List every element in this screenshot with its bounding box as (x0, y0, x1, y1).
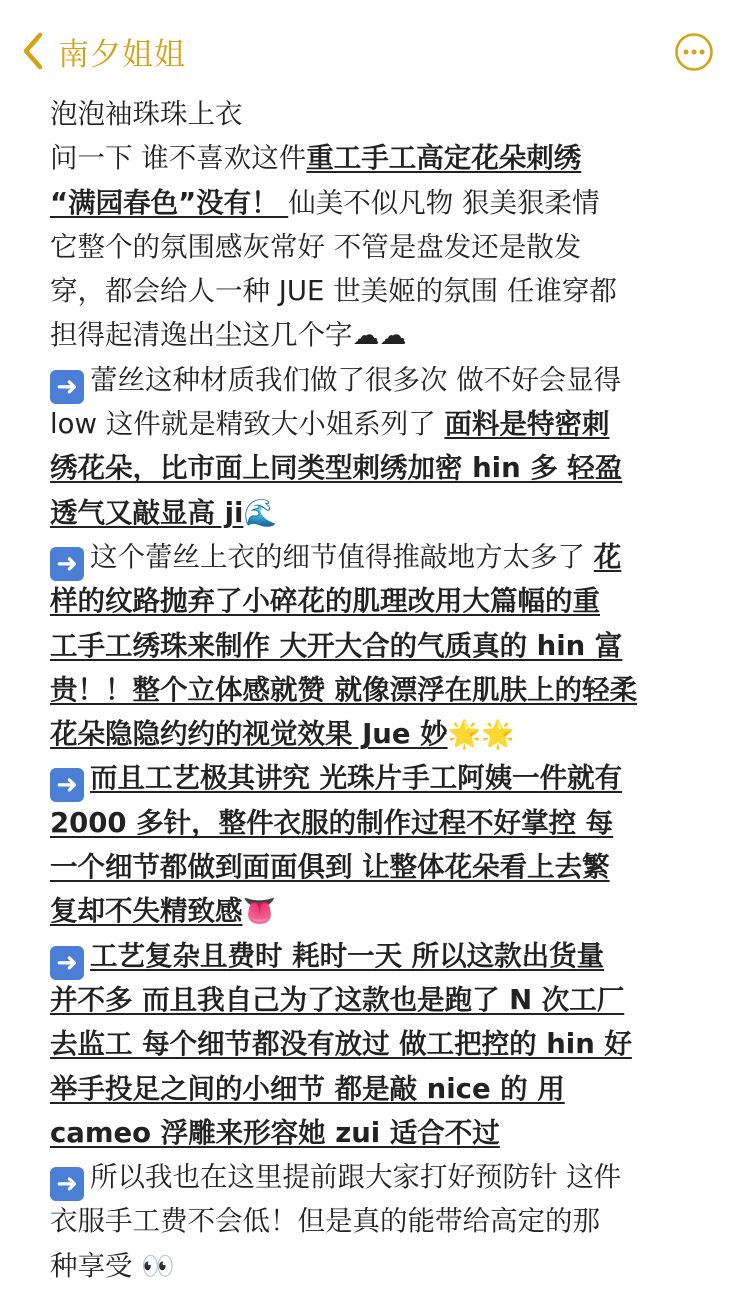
underlined-text: 去监工 每个细节都没有放过 做工把控的 hin 好 (50, 1028, 632, 1061)
arrow-right-emoji-icon: ➜ (50, 768, 84, 802)
note-text: 担得起清逸出尘这几个字 (50, 319, 353, 352)
note-line (50, 978, 710, 1022)
star-emoji-icon: 🌟🌟 (447, 719, 515, 751)
note-line (50, 358, 710, 402)
underlined-text: 透气又敲显高 ji (50, 496, 244, 529)
note-line (50, 1199, 710, 1243)
note-text: 所以我也在这里提前跟大家打好预防针 这件 (90, 1161, 622, 1194)
note-line (50, 712, 710, 756)
note-line (50, 624, 710, 668)
note-text: 种享受 (50, 1249, 142, 1282)
underlined-text: 2000 多针，整件衣服的制作过程不好掌控 每 (50, 806, 614, 839)
tongue-emoji-icon: 👅 (242, 896, 277, 928)
arrow-right-emoji-icon: ➜ (50, 1167, 84, 1201)
underlined-text: 并不多 而且我自己为了这款也是跑了 N 次工厂 (50, 983, 625, 1016)
arrow-right-emoji-icon: ➜ (50, 946, 84, 980)
underlined-text: 一个细节都做到面面俱到 让整体花朵看上去繁 (50, 851, 610, 884)
underlined-text: 复却不失精致感 (50, 895, 243, 928)
underlined-text: 花朵隐隐约约的视觉效果 Jue 妙 (50, 718, 448, 751)
underlined-text: 绣花朵，比市面上同类型刺绣加密 hin 多 轻盈 (50, 452, 623, 485)
note-line (50, 934, 710, 978)
note-line (50, 491, 710, 535)
underlined-text: 样的纹路抛弃了小碎花的肌理改用大篇幅的重 (50, 585, 600, 618)
note-line (50, 668, 710, 712)
arrow-right-emoji-icon: ➜ (50, 370, 84, 404)
note-line (50, 313, 710, 357)
note-line (50, 756, 710, 800)
note-text: 衣服手工费不会低！但是真的能带给高定的那 (50, 1205, 600, 1238)
chevron-left-icon (18, 29, 52, 73)
note-line (50, 269, 710, 313)
underlined-text: “满园春色”没有！ (50, 186, 289, 219)
underlined-text: 花 (593, 540, 622, 573)
underlined-text: 工手工绣珠来制作 大开大合的气质真的 hin 富 (50, 629, 623, 662)
underlined-text: 而且工艺极其讲究 光珠片手工阿姨一件就有 (90, 762, 623, 795)
note-line (50, 402, 710, 446)
underlined-text: 面料是特密刺 (444, 408, 610, 441)
underlined-text: 举手投足之间的小细节 都是敲 nice 的 用 (50, 1072, 565, 1105)
underlined-text: 贵！！整个立体感就赞 就像漂浮在肌肤上的轻柔 (50, 673, 638, 706)
note-line (50, 1067, 710, 1111)
more-dots-icon[interactable] (674, 32, 714, 72)
note-text: 仙美不似凡物 狠美狠柔情 (288, 186, 600, 219)
wave-emoji-icon: 🌊 (243, 497, 278, 529)
note-line (50, 1111, 710, 1155)
note-line (50, 535, 710, 579)
note-text: 穿，都会给人一种 JUE 世美姬的氛围 任谁穿都 (50, 275, 617, 308)
note-line (50, 845, 710, 889)
note-content (50, 92, 710, 1288)
underlined-text: 重工手工高定花朵刺绣 (306, 142, 582, 175)
note-text: 泡泡袖珠珠上衣 (50, 98, 243, 130)
note-line (50, 1022, 710, 1066)
note-text: 它整个的氛围感灰常好 不管是盘发还是散发 (50, 230, 582, 263)
cloud-emoji-icon: ☁☁ (352, 320, 407, 352)
note-line (50, 889, 710, 933)
arrow-right-emoji-icon: ➜ (50, 547, 84, 581)
note-line (50, 181, 710, 225)
note-text: 蕾丝这种材质我们做了很多次 做不好会显得 (90, 363, 622, 396)
note-text: low 这件就是精致大小姐系列了 (50, 408, 445, 441)
note-line (50, 136, 710, 180)
nav-bar (0, 0, 750, 98)
note-text: 问一下 谁不喜欢这件 (50, 142, 307, 175)
note-line (50, 1244, 710, 1288)
note-line (50, 579, 710, 623)
note-text: 这个蕾丝上衣的细节值得推敲地方太多了 (90, 540, 594, 573)
note-line (50, 1155, 710, 1199)
note-line (50, 446, 710, 490)
note-line (50, 801, 710, 845)
back-label: 南夕姐姐 (58, 36, 186, 73)
note-line (50, 92, 710, 136)
underlined-text: 工艺复杂且费时 耗时一天 所以这款出货量 (90, 939, 605, 972)
underlined-text: cameo 浮雕来形容她 zui 适合不过 (50, 1116, 500, 1149)
back-button[interactable] (18, 26, 186, 76)
note-line (50, 225, 710, 269)
eyes-emoji-icon: 👀 (141, 1250, 175, 1282)
